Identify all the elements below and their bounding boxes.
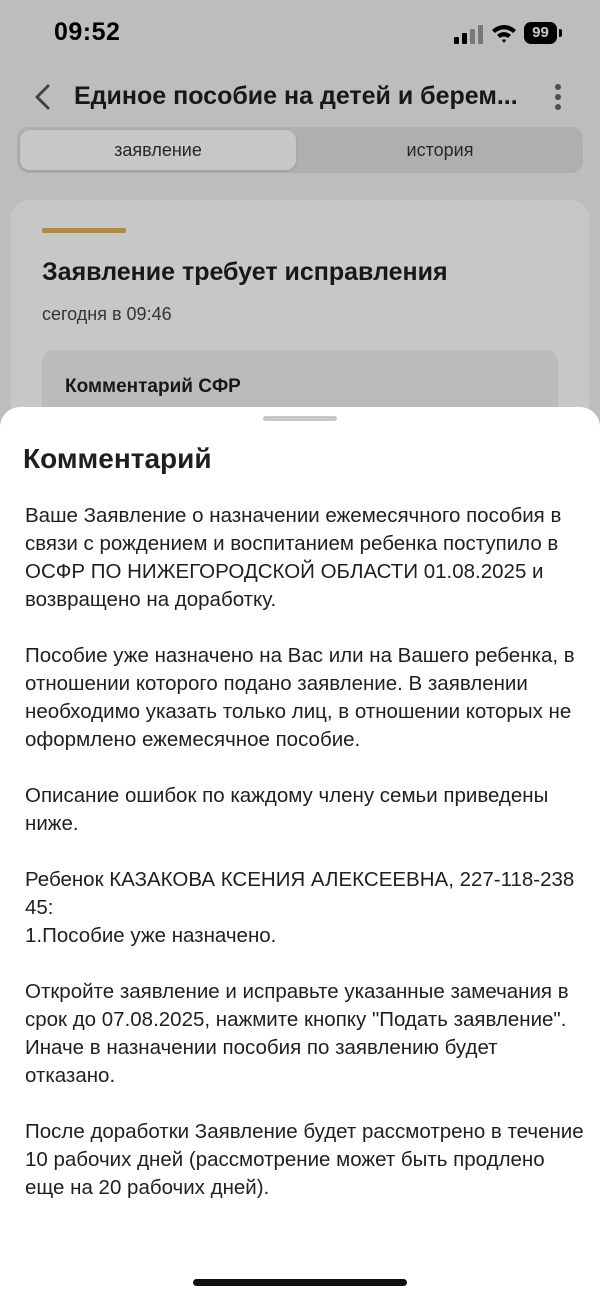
page-title: Единое пособие на детей и берем... (74, 82, 518, 110)
comment-paragraph: Ваше Заявление о назначении ежемесячного пособия в связи с рождением и воспитанием ребенка поступило в ОСФР ПО НИЖЕГОРОДСКОЙ ОБЛАСТИ 01.08.2025 и возвращено на доработку. (25, 504, 562, 611)
status-title: Заявление требует исправления (42, 258, 448, 286)
comment-text (25, 502, 585, 1230)
comment-paragraph: Пособие уже назначено на Вас или на Вашего ребенка, в отношении которого подано заявление. В заявлении необходимо указать только лиц, в отношении которых не оформлено ежемесячное пособие. (25, 644, 575, 751)
comment-paragraph: Описание ошибок по каждому члену семьи приведены ниже. (25, 784, 549, 835)
comment-bottom-sheet (0, 407, 600, 1297)
comment-preview-title: Комментарий СФР (65, 376, 241, 397)
comment-paragraph: Ребенок КАЗАКОВА КСЕНИЯ АЛЕКСЕЕВНА, 227-118-238 45: 1.Пособие уже назначено. (25, 868, 575, 947)
battery-level: 99 (524, 22, 557, 44)
tab-application[interactable]: заявление (20, 130, 296, 170)
comment-paragraph: Откройте заявление и исправьте указанные замечания в срок до 07.08.2025, нажмите кнопку "Подать заявление". Иначе в назначении пособия по заявлению будет отказано. (25, 980, 569, 1087)
home-indicator[interactable] (193, 1279, 407, 1286)
tab-history[interactable]: история (406, 140, 474, 160)
sheet-drag-handle[interactable] (263, 416, 337, 421)
comment-paragraph: После доработки Заявление будет рассмотрено в течение 10 рабочих дней (рассмотрение может быть продлено еще на 20 рабочих дней). (25, 1120, 584, 1199)
status-timestamp: сегодня в 09:46 (42, 304, 172, 324)
status-time: 09:52 (54, 18, 121, 46)
sheet-title: Комментарий (23, 443, 212, 474)
